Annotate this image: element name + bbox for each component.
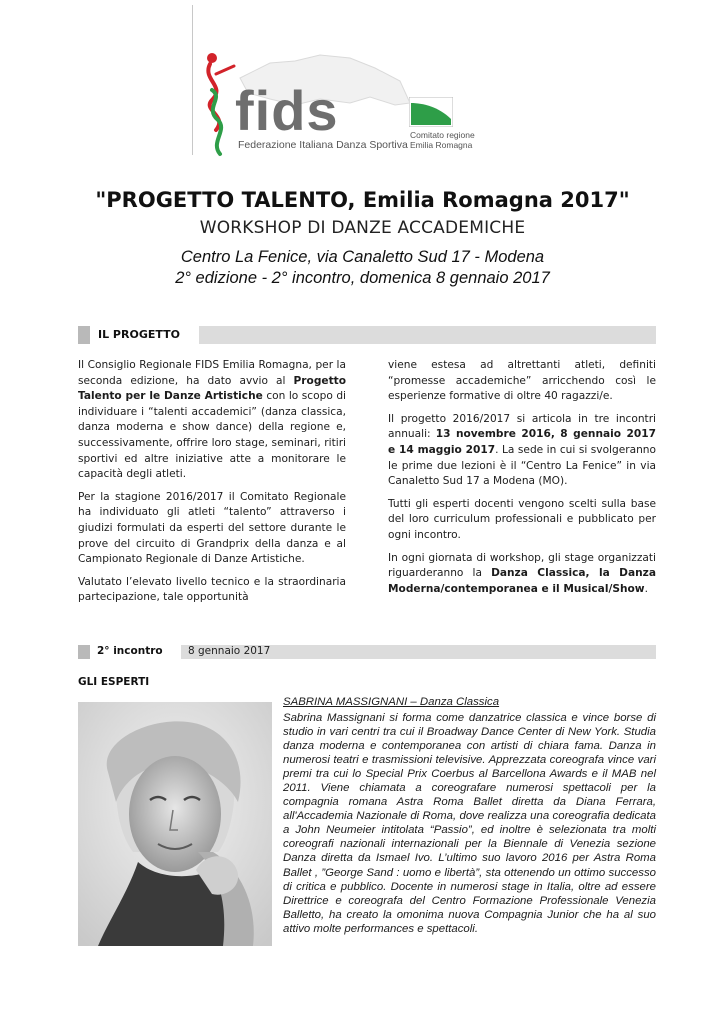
section-bar (199, 326, 656, 344)
venue-info (0, 247, 725, 289)
progetto-p1-bold: Progetto Talento per le Danze Artistiche (78, 374, 346, 403)
progetto-r4-text-a: In ogni giornata di workshop, gli stage organizzati riguarderanno la (388, 551, 656, 580)
committee-label (410, 130, 475, 150)
expert-photo (78, 702, 272, 946)
progetto-r2-text-a: Il progetto 2016/2017 si articola in tre incontri annuali: (388, 412, 656, 441)
progetto-right-paragraph-4 (388, 551, 656, 598)
incontro-label: 2° incontro (97, 645, 163, 657)
page-subtitle: WORKSHOP DI DANZE ACCADEMICHE (199, 218, 526, 238)
incontro-marker (78, 645, 90, 659)
fids-brand-text: fids (235, 79, 339, 142)
progetto-paragraph-3: Valutato l’elevato livello tecnico e la straordinaria partecipazione, tale opportunità (78, 575, 346, 604)
progetto-right-paragraph-1: viene estesa ad altrettanti atleti, definiti “promesse accademiche” arricchendo così le esperienze formative di oltre 40 ragazzi/e. (388, 359, 656, 403)
incontro-date: 8 gennaio 2017 (188, 645, 271, 657)
progetto-right-paragraph-2 (388, 412, 656, 490)
progetto-r2-bold: 13 novembre 2016, 8 gennaio 2017 e 14 maggio 2017 (388, 428, 657, 456)
progetto-paragraph-2: Per la stagione 2016/2017 il Comitato Regionale ha individuato gli atleti “talento” attraverso i giudizi formulati da esperti del settore durante le prove del circuito di Grandprix della danza e al Campionato Regionale di Danze Artistiche. (78, 490, 346, 566)
committee-line-2: Emilia Romagna (410, 140, 473, 150)
section-heading-progetto: IL PROGETTO (98, 328, 180, 341)
federation-name: Federazione Italiana Danza Sportiva (238, 139, 408, 151)
venue-line-2: 2° edizione - 2° incontro, domenica 8 gennaio 2017 (175, 269, 550, 287)
section-marker (78, 326, 90, 344)
progetto-left-column (78, 358, 346, 613)
progetto-p1-text-a: Il Consiglio Regionale FIDS Emilia Romagna, per la seconda edizione, ha dato avvio al (78, 359, 346, 387)
progetto-right-column (388, 358, 656, 604)
expert-bio: Sabrina Massignani si forma come danzatrice classica e vince borse di studio in vari centri tra cui il Broadway Dance Center di New York. Studia danza moderna e contemporanea con artisti di chiara fama. Danza in numerosi teatri e trasmissioni televisive. Apprezzata coreografa vince vari premi tra cui lo Special Prix Coerbus al Barcellona Awards e il MAB nel 2011. Viene chiamata a coreografare numerosi spettacoli per la compagnia romana Astra Roma Ballet diretta da Diana Ferrara, all'Accademia Nazionale di Roma, dove realizza una coreografia dedicata a John Neumeier intitolata “Passio”, ed inoltre è selezionata tra molti coreografi nazionali internazionali per la Biennale di Venezia sezione Danza diretta da Ismael Ivo. L’ultimo suo lavoro 2016 per Astra Roma Ballet , ”George Sand : uomo e libertà”, sta ottenendo un ottimo successo di critica e pubblico. Docente in numerosi stage in Italia, oltre ad essere Direttrice e coreografa del Centro Formazione Professionale Venezia Balletto, ha creato la omonima nuova Compagnia Junior che ha al suo attivo molte performances e spettacoli. (283, 712, 656, 935)
progetto-p1-text-c: con lo scopo di individuare i “talenti accademici” (danza classica, danza moderna e show dance) della regione e, successivamente, offrire loro stage, seminari, ritiri sportivi ed altre iniziative atte a monitorare le capacità degli atleti. (78, 390, 346, 481)
fids-logo (190, 5, 490, 165)
expert-name: SABRINA MASSIGNANI – Danza Classica (283, 696, 500, 708)
progetto-paragraph-1 (78, 358, 346, 483)
progetto-r4-bold: Danza Classica, la Danza Moderna/contemporanea e il Musical/Show (388, 567, 656, 595)
venue-line-1: Centro La Fenice, via Canaletto Sud 17 - Modena (180, 248, 545, 266)
committee-line-1: Comitato regione (410, 130, 475, 140)
progetto-r2-text-c: . La sede in cui si svolgeranno le prime due lezioni è il “Centro La Fenice” in via Canaletto Sud 17 a Modena (MO). (388, 443, 656, 488)
logo-divider (192, 5, 193, 155)
regional-flag-icon (409, 97, 453, 127)
esperti-heading: GLI ESPERTI (78, 676, 150, 688)
page-title: "PROGETTO TALENTO, Emilia Romagna 2017" (95, 188, 630, 212)
progetto-right-paragraph-3: Tutti gli esperti docenti vengono scelti sulla base del loro curriculum professionali e pubblicato per ogni incontro. (388, 497, 656, 541)
progetto-r4-text-c: . (644, 582, 648, 595)
